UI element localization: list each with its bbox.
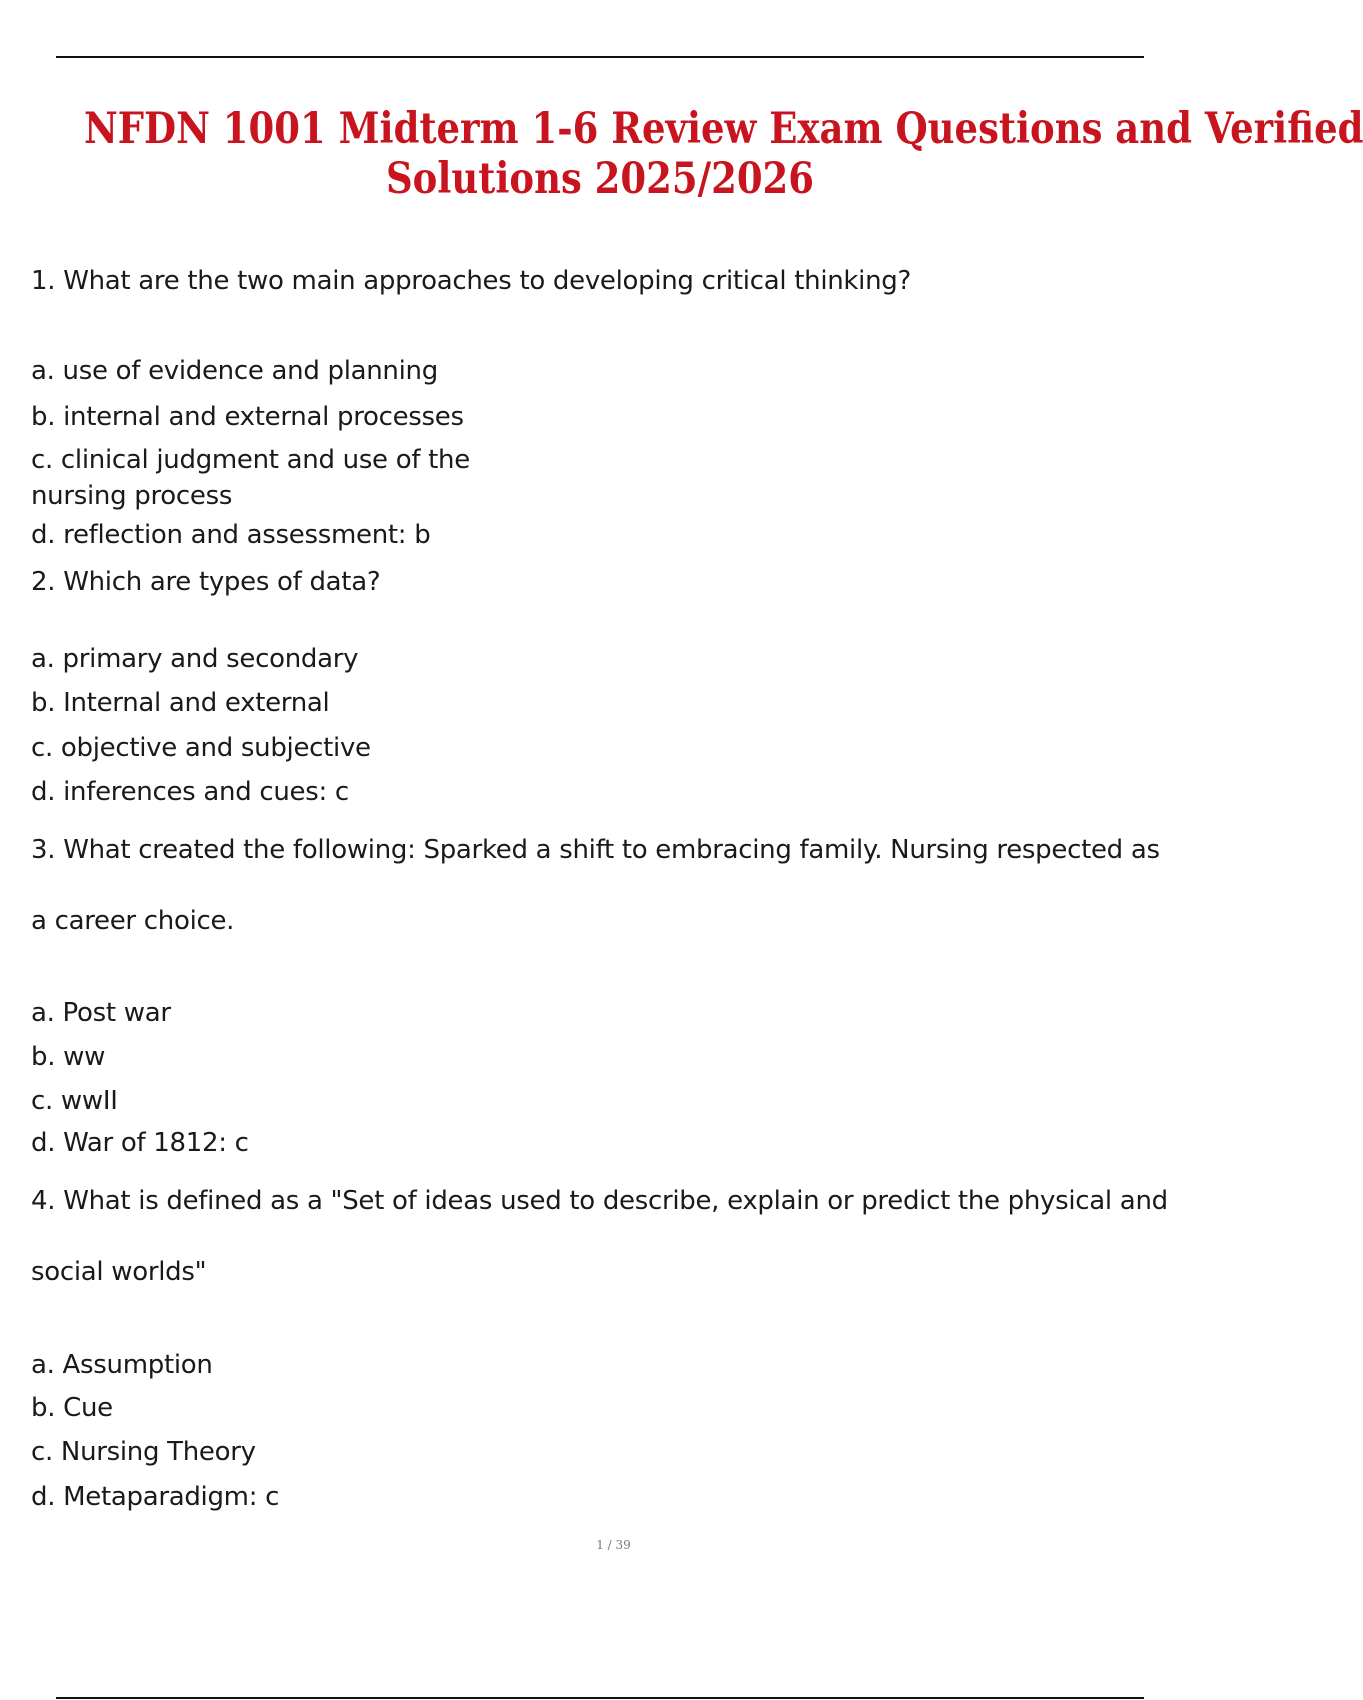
question-number: 3. [31,835,56,865]
question-2 [31,567,380,597]
question-number: 1. [31,266,56,296]
question-2-option-d: d. inferences and cues: c [31,777,349,807]
question-1-option-d: d. reflection and assessment: b [31,520,431,550]
page-number: 1 / 39 [596,1538,631,1552]
question-3-option-c: c. wwII [31,1086,118,1116]
question-2-option-c: c. objective and subjective [31,733,371,763]
question-4-option-d: d. Metaparadigm: c [31,1482,280,1512]
question-3-option-a: a. Post war [31,998,171,1028]
question-text: Which are types of data? [63,567,381,597]
title-line-1: NFDN 1001 Midterm 1-6 Review Exam Questions and Verified [84,104,1363,154]
question-4 [31,1166,1171,1308]
question-1-option-b: b. internal and external processes [31,402,464,432]
question-number: 2. [31,567,56,597]
question-4-option-a: a. Assumption [31,1350,213,1380]
question-3-option-d: d. War of 1812: c [31,1128,249,1158]
bottom-rule [56,1697,1144,1699]
question-text: What are the two main approaches to developing critical thinking? [63,266,911,296]
question-4-option-c: c. Nursing Theory [31,1437,256,1467]
question-3 [31,815,1171,957]
question-4-option-b: b. Cue [31,1393,113,1423]
question-text: What created the following: Sparked a shift to embracing family. Nursing respected as a career choice. [31,835,1160,936]
top-rule [56,56,1144,58]
document-title [84,104,1363,204]
question-2-option-b: b. Internal and external [31,688,330,718]
question-2-option-a: a. primary and secondary [31,644,359,674]
question-1-option-a: a. use of evidence and planning [31,356,438,386]
question-1 [31,266,911,296]
question-1-option-c: c. clinical judgment and use of the nursing process [31,445,470,511]
question-number: 4. [31,1186,56,1216]
title-line-2: Solutions 2025/2026 [385,154,815,204]
question-text: What is defined as a "Set of ideas used to describe, explain or predict the physical and social worlds" [31,1186,1168,1287]
question-3-option-b: b. ww [31,1042,106,1072]
